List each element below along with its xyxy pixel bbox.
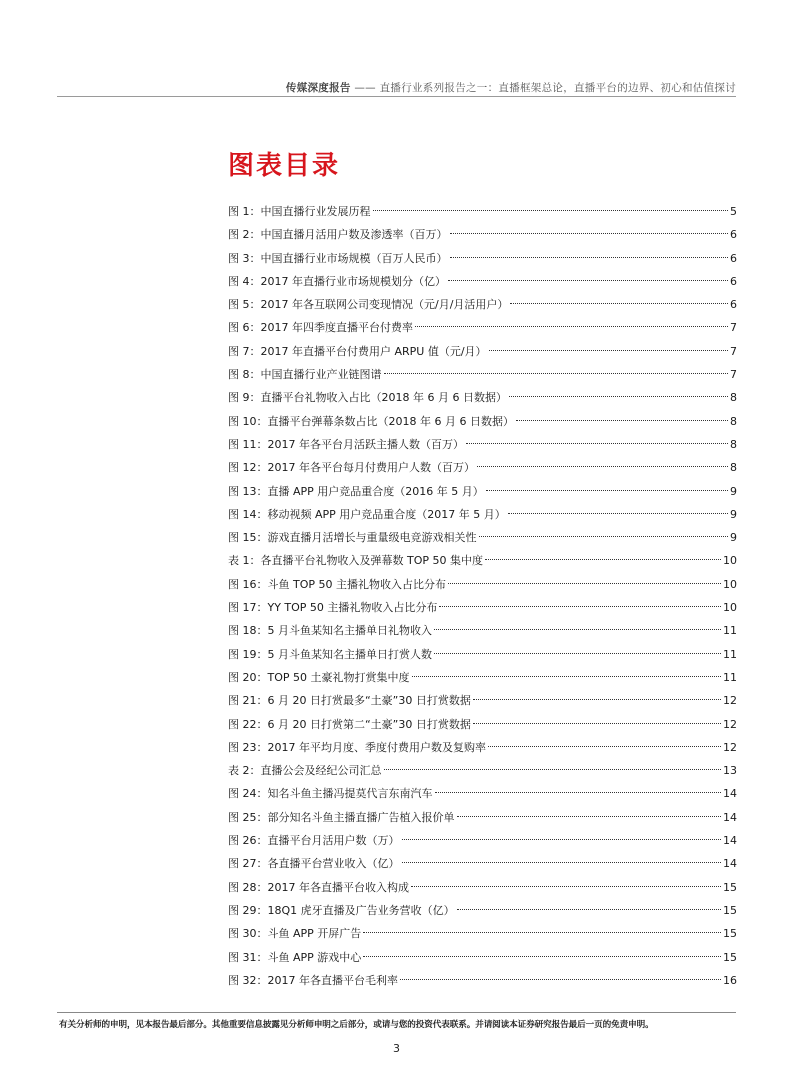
toc-entry-label: 图 17：YY TOP 50 主播礼物收入占比分布: [228, 601, 438, 615]
toc-entry[interactable]: [228, 316, 737, 339]
disclaimer-text: 有关分析师的申明，见本报告最后部分。其他重要信息披露见分析师申明之后部分，或请与您的投资代表联系。并请阅读本证券研究报告最后一页的免责申明。: [59, 1020, 654, 1030]
toc-entry-label: 图 6：2017 年四季度直播平台付费率: [228, 321, 413, 335]
toc-dot-leader: [485, 559, 721, 560]
toc-entry-page: 16: [723, 973, 737, 987]
toc-dot-leader: [411, 886, 721, 887]
toc-entry[interactable]: [228, 456, 737, 479]
toc-dot-leader: [508, 513, 728, 514]
toc-dot-leader: [402, 839, 722, 840]
toc-entry[interactable]: [228, 876, 737, 899]
toc-entry-page: 6: [730, 228, 737, 242]
toc-entry-label: 图 19：5 月斗鱼某知名主播单日打赏人数: [228, 647, 432, 661]
toc-entry-label: 图 16：斗鱼 TOP 50 主播礼物收入占比分布: [228, 577, 446, 591]
toc-dot-leader: [477, 466, 728, 467]
page-number: 3: [393, 1042, 400, 1055]
toc-entry-page: 11: [723, 670, 737, 684]
toc-entry-page: 8: [730, 414, 737, 428]
toc-entry[interactable]: [228, 736, 737, 759]
toc-entry[interactable]: [228, 666, 737, 689]
toc-entry[interactable]: [228, 270, 737, 293]
toc-entry-label: 图 30：斗鱼 APP 开屏广告: [228, 927, 362, 941]
toc-entry-page: 9: [730, 484, 737, 498]
toc-entry-label: 图 27：各直播平台营业收入（亿）: [228, 857, 400, 871]
toc-dot-leader: [457, 816, 722, 817]
toc-entry[interactable]: [228, 573, 737, 596]
toc-entry-label: 图 20：TOP 50 土豪礼物打赏集中度: [228, 670, 410, 684]
toc-entry-page: 14: [723, 857, 737, 871]
toc-dot-leader: [363, 956, 721, 957]
footer-divider: [57, 1012, 736, 1013]
toc-entry[interactable]: [228, 433, 737, 456]
toc-entry[interactable]: [228, 410, 737, 433]
toc-entry-label: 图 15：游戏直播月活增长与重量级电竞游戏相关性: [228, 531, 477, 545]
toc-entry[interactable]: [228, 223, 737, 246]
toc-entry-label: 图 13：直播 APP 用户竞品重合度（2016 年 5 月）: [228, 484, 484, 498]
toc-entry-page: 14: [723, 834, 737, 848]
toc-entry-page: 8: [730, 391, 737, 405]
toc-dot-leader: [384, 373, 729, 374]
toc-list: [228, 200, 737, 992]
toc-entry-label: 图 5：2017 年各互联网公司变现情况（元/月/月活用户）: [228, 298, 509, 312]
toc-entry-page: 12: [723, 740, 737, 754]
toc-entry-page: 12: [723, 717, 737, 731]
toc-entry-label: 图 32：2017 年各直播平台毛利率: [228, 973, 398, 987]
toc-entry-page: 6: [730, 298, 737, 312]
toc-dot-leader: [435, 792, 722, 793]
toc-entry-page: 8: [730, 461, 737, 475]
toc-entry-label: 图 22：6 月 20 日打赏第二“土豪”30 日打赏数据: [228, 717, 471, 731]
toc-entry-label: 图 25：部分知名斗鱼主播直播广告植入报价单: [228, 810, 455, 824]
toc-entry[interactable]: [228, 643, 737, 666]
toc-title: 图表目录: [228, 151, 341, 181]
toc-dot-leader: [373, 210, 729, 211]
toc-entry-page: 5: [730, 205, 737, 218]
toc-dot-leader: [466, 443, 728, 444]
toc-dot-leader: [448, 583, 721, 584]
toc-entry-page: 6: [730, 251, 737, 265]
toc-entry-page: 12: [723, 694, 737, 708]
toc-entry-label: 图 4：2017 年直播行业市场规模划分（亿）: [228, 274, 446, 288]
toc-entry[interactable]: [228, 480, 737, 503]
toc-entry-page: 11: [723, 647, 737, 661]
toc-entry-page: 13: [723, 764, 737, 778]
toc-dot-leader: [473, 723, 721, 724]
toc-dot-leader: [488, 746, 721, 747]
toc-dot-leader: [509, 396, 728, 397]
toc-entry[interactable]: [228, 293, 737, 316]
toc-entry[interactable]: [228, 946, 737, 969]
toc-entry[interactable]: [228, 340, 737, 363]
header-separator: ——: [350, 82, 380, 94]
toc-entry-page: 7: [730, 368, 737, 382]
toc-entry-page: 7: [730, 321, 737, 335]
toc-entry[interactable]: [228, 526, 737, 549]
toc-entry-label: 图 12：2017 年各平台每月付费用户人数（百万）: [228, 461, 475, 475]
toc-entry[interactable]: [228, 200, 737, 223]
toc-entry-page: 15: [723, 903, 737, 917]
toc-dot-leader: [489, 350, 728, 351]
toc-entry[interactable]: [228, 782, 737, 805]
toc-entry-label: 图 3：中国直播行业市场规模（百万人民币）: [228, 251, 448, 265]
toc-dot-leader: [402, 862, 722, 863]
toc-entry-label: 图 14：移动视频 APP 用户竞品重合度（2017 年 5 月）: [228, 507, 506, 521]
toc-entry-page: 10: [723, 554, 737, 568]
toc-entry-page: 11: [723, 624, 737, 638]
toc-entry[interactable]: [228, 503, 737, 526]
toc-entry[interactable]: [228, 852, 737, 875]
toc-entry-page: 10: [723, 577, 737, 591]
toc-entry-page: 9: [730, 507, 737, 521]
toc-entry-label: 图 31：斗鱼 APP 游戏中心: [228, 950, 362, 964]
toc-dot-leader: [473, 699, 721, 700]
toc-dot-leader: [479, 536, 729, 537]
toc-entry-label: 图 1：中国直播行业发展历程: [228, 205, 371, 218]
toc-entry-label: 图 29：18Q1 虎牙直播及广告业务营收（亿）: [228, 903, 455, 917]
header-divider: [57, 96, 736, 97]
toc-entry-label: 表 2：直播公会及经纪公司汇总: [228, 764, 382, 778]
toc-entry[interactable]: [228, 386, 737, 409]
toc-dot-leader: [510, 303, 728, 304]
toc-entry[interactable]: [228, 619, 737, 642]
toc-entry-page: 6: [730, 274, 737, 288]
toc-entry-page: 8: [730, 437, 737, 451]
toc-dot-leader: [434, 653, 721, 654]
report-type: 传媒深度报告: [285, 82, 351, 94]
toc-entry-label: 图 7：2017 年直播平台付费用户 ARPU 值（元/月）: [228, 344, 487, 358]
toc-entry-label: 图 26：直播平台月活用户数（万）: [228, 834, 400, 848]
toc-entry-page: 14: [723, 787, 737, 801]
toc-entry-label: 图 9：直播平台礼物收入占比（2018 年 6 月 6 日数据）: [228, 391, 507, 405]
toc-dot-leader: [516, 420, 728, 421]
toc-entry-page: 15: [723, 927, 737, 941]
toc-entry-label: 表 1：各直播平台礼物收入及弹幕数 TOP 50 集中度: [228, 554, 483, 568]
toc-entry-label: 图 18：5 月斗鱼某知名主播单日礼物收入: [228, 624, 432, 638]
toc-entry-page: 7: [730, 344, 737, 358]
toc-entry-label: 图 28：2017 年各直播平台收入构成: [228, 880, 409, 894]
toc-dot-leader: [486, 490, 728, 491]
toc-entry-label: 图 8：中国直播行业产业链图谱: [228, 368, 382, 382]
toc-dot-leader: [450, 233, 729, 234]
toc-entry[interactable]: [228, 363, 737, 386]
toc-entry-label: 图 2：中国直播月活用户数及渗透率（百万）: [228, 228, 448, 242]
toc-entry-label: 图 10：直播平台弹幕条数占比（2018 年 6 月 6 日数据）: [228, 414, 514, 428]
toc-entry[interactable]: [228, 759, 737, 782]
toc-dot-leader: [457, 909, 721, 910]
toc-entry-page: 15: [723, 880, 737, 894]
toc-entry[interactable]: [228, 922, 737, 945]
toc-dot-leader: [450, 257, 729, 258]
toc-entry-page: 15: [723, 950, 737, 964]
toc-entry-page: 9: [730, 531, 737, 545]
toc-dot-leader: [448, 280, 728, 281]
report-title: 直播行业系列报告之一：直播框架总论，直播平台的边界、初心和估值探讨: [379, 82, 736, 94]
toc-entry[interactable]: [228, 829, 737, 852]
toc-dot-leader: [384, 769, 722, 770]
running-header: [0, 80, 736, 95]
toc-entry-label: 图 23：2017 年平均月度、季度付费用户数及复购率: [228, 740, 486, 754]
toc-dot-leader: [434, 629, 721, 630]
toc-entry-page: 10: [723, 601, 737, 615]
toc-entry[interactable]: [228, 549, 737, 572]
toc-entry-page: 14: [723, 810, 737, 824]
toc-dot-leader: [415, 326, 728, 327]
toc-entry-label: 图 24：知名斗鱼主播冯提莫代言东南汽车: [228, 787, 433, 801]
toc-entry[interactable]: [228, 969, 737, 992]
toc-entry-label: 图 21：6 月 20 日打赏最多“土豪”30 日打赏数据: [228, 694, 471, 708]
toc-entry[interactable]: [228, 806, 737, 829]
toc-entry[interactable]: [228, 899, 737, 922]
toc-dot-leader: [400, 979, 721, 980]
toc-dot-leader: [363, 932, 721, 933]
toc-entry[interactable]: [228, 247, 737, 270]
toc-entry[interactable]: [228, 596, 737, 619]
toc-dot-leader: [439, 606, 721, 607]
toc-entry-label: 图 11：2017 年各平台月活跃主播人数（百万）: [228, 437, 464, 451]
toc-entry[interactable]: [228, 713, 737, 736]
toc-entry[interactable]: [228, 689, 737, 712]
toc-dot-leader: [412, 676, 722, 677]
